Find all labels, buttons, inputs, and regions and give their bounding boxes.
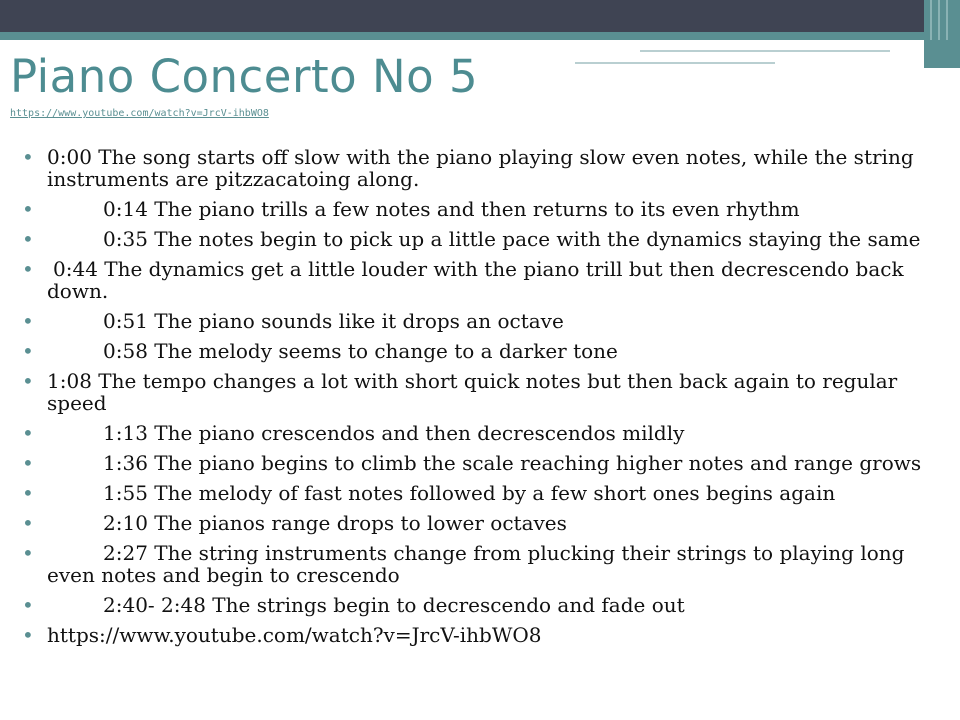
bullet-link-text[interactable]: https://www.youtube.com/watch?v=JrcV-ihbWO8 <box>47 623 542 647</box>
header-bar-dark <box>0 0 960 32</box>
bullet-text: 1:55 The melody of fast notes followed by a few short ones begins again <box>103 481 836 505</box>
bullet-text: 0:00 The song starts off slow with the piano playing slow even notes, while the string instruments are pitzzacatoing along. <box>47 145 914 191</box>
bullet-list <box>22 146 952 654</box>
header-stripe <box>946 0 948 40</box>
header-bar-teal <box>0 32 960 40</box>
bullet-item <box>22 146 952 190</box>
bullet-item <box>22 198 952 220</box>
header-right-block <box>924 0 960 68</box>
bullet-text: 0:44 The dynamics get a little louder with the piano trill but then decrescendo back down. <box>47 257 904 303</box>
bullet-text: 2:27 The string instruments change from plucking their strings to playing long even notes and begin to crescendo <box>47 541 905 587</box>
bullet-item <box>22 258 952 302</box>
bullet-text: 2:10 The pianos range drops to lower octaves <box>103 511 567 535</box>
bullet-item <box>22 542 952 586</box>
bullet-text: 0:14 The piano trills a few notes and then returns to its even rhythm <box>103 197 800 221</box>
video-link[interactable]: https://www.youtube.com/watch?v=JrcV-ihbWO8 <box>10 108 269 119</box>
header-stripe <box>930 0 932 40</box>
bullet-text: 0:58 The melody seems to change to a darker tone <box>103 339 618 363</box>
bullet-item <box>22 594 952 616</box>
bullet-item <box>22 512 952 534</box>
bullet-item <box>22 228 952 250</box>
bullet-text: 1:36 The piano begins to climb the scale reaching higher notes and range grows <box>103 451 922 475</box>
bullet-text: 0:35 The notes begin to pick up a little pace with the dynamics staying the same <box>103 227 921 251</box>
bullet-item <box>22 310 952 332</box>
bullet-item <box>22 422 952 444</box>
bullet-text: 1:13 The piano crescendos and then decrescendos mildly <box>103 421 685 445</box>
bullet-item <box>22 340 952 362</box>
header-accent-line <box>640 50 890 52</box>
bullet-text: 1:08 The tempo changes a lot with short quick notes but then back again to regular speed <box>47 369 898 415</box>
bullet-item <box>22 370 952 414</box>
bullet-item <box>22 624 952 646</box>
bullet-text: 0:51 The piano sounds like it drops an octave <box>103 309 564 333</box>
slide-title: Piano Concerto No 5 <box>10 50 479 103</box>
header-accent-line-2 <box>575 62 775 64</box>
header-stripe <box>938 0 940 40</box>
bullet-item <box>22 452 952 474</box>
bullet-item <box>22 482 952 504</box>
bullet-text: 2:40- 2:48 The strings begin to decrescendo and fade out <box>103 593 685 617</box>
